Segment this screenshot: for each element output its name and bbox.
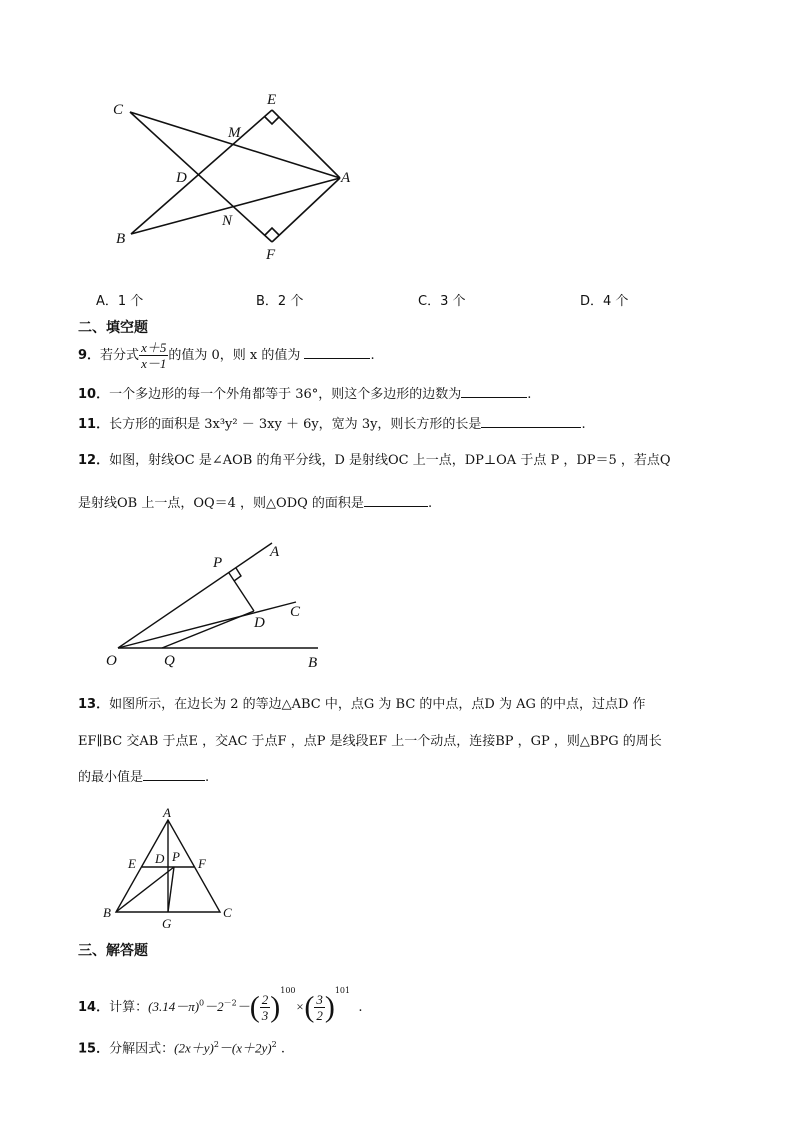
period: .: [427, 496, 433, 511]
question-number: 9．: [78, 348, 101, 363]
label-E: E: [128, 856, 136, 871]
exponent: －2: [223, 998, 237, 1008]
section-heading-solve: 三、解答题: [78, 943, 148, 959]
label-G: G: [162, 916, 172, 931]
question-number: 14．: [78, 1000, 110, 1015]
period: .: [205, 770, 210, 785]
math-term: －: [236, 999, 250, 1014]
label-B: B: [308, 655, 318, 671]
fraction-denominator: x－1: [141, 356, 167, 371]
question-text: 分解因式：: [109, 1041, 175, 1057]
label-F: F: [198, 856, 206, 871]
period: .: [280, 1041, 285, 1057]
question-number: 11．: [78, 417, 110, 432]
question-number: 15．: [78, 1041, 110, 1057]
fraction: [314, 992, 325, 1023]
label-E: E: [267, 92, 277, 108]
period: .: [358, 1000, 363, 1015]
left-paren: (: [304, 990, 315, 1024]
period: .: [581, 417, 586, 432]
choice-a[interactable]: A．1 个: [96, 294, 144, 309]
label-D: D: [155, 851, 165, 866]
label-D: D: [254, 615, 265, 631]
choice-d[interactable]: D．4 个: [580, 294, 629, 309]
right-paren: ): [270, 990, 281, 1024]
question-text: 一个多边形的每一个外角都等于 36°，则这个多边形的边数为: [109, 387, 462, 402]
question-text: 如图所示，在边长为 2 的等边△ABC 中，点G 为 BC 的中点，点D 为 AG 的中点，过点D 作: [109, 697, 646, 712]
question-text: 是射线OB 上一点，OQ＝4 ，则△ODQ 的面积是: [78, 496, 364, 511]
label-A: A: [270, 544, 280, 560]
exponent: 2: [271, 1040, 277, 1049]
question-15: [78, 1036, 285, 1058]
exponent: 2: [213, 1040, 219, 1049]
question-14: [78, 976, 363, 1023]
label-D: D: [176, 170, 187, 186]
label-C: C: [113, 102, 124, 118]
right-paren: ): [324, 990, 335, 1024]
question-text: 若分式: [100, 348, 140, 363]
exponent: 0: [199, 998, 205, 1008]
question-text: 的最小值是: [78, 770, 144, 785]
label-C: C: [223, 905, 232, 920]
math-term: ×: [295, 999, 305, 1014]
exponent: 101: [334, 986, 351, 995]
label-C: C: [290, 604, 301, 620]
section-heading-fill-in: 二、填空题: [78, 320, 148, 336]
label-O: O: [106, 653, 117, 669]
fraction-numerator: 2: [261, 992, 269, 1007]
choice-c[interactable]: C．3 个: [418, 294, 466, 309]
question-text: 长方形的面积是 3x³y² － 3xy ＋ 6y，宽为 3y，则长方形的长是: [109, 417, 482, 432]
question-number: 12．: [78, 453, 110, 468]
fraction-denominator: 3: [261, 1008, 269, 1023]
label-Q: Q: [164, 653, 175, 669]
question-text: 计算：: [109, 1000, 149, 1015]
exponent: 100: [280, 986, 296, 995]
fraction-numerator: 3: [316, 992, 323, 1007]
fraction-denominator: 2: [316, 1008, 323, 1023]
segment-GP: [168, 867, 174, 912]
question-text: 的值为 0，则 x 的值为: [168, 348, 301, 363]
segment-BP: [116, 867, 174, 912]
label-N: N: [222, 213, 233, 229]
left-paren: (: [249, 990, 260, 1024]
math-term: (2x＋y): [174, 1040, 214, 1056]
fraction: [260, 992, 271, 1023]
label-A: A: [163, 805, 171, 820]
label-A: A: [341, 170, 351, 186]
label-P: P: [213, 555, 223, 571]
question-text: 如图，射线OC 是∠AOB 的角平分线，D 是射线OC 上一点，DP⊥OA 于点 P ，DP＝5 ，若点Q: [109, 453, 671, 468]
choice-b[interactable]: B．2 个: [256, 294, 304, 309]
math-term: －(x＋2y): [218, 1040, 272, 1056]
question-number: 13．: [78, 697, 110, 712]
label-M: M: [228, 125, 241, 141]
question-number: 10．: [78, 387, 110, 402]
label-P: P: [172, 849, 180, 864]
period: .: [370, 348, 375, 363]
label-B: B: [103, 905, 111, 920]
label-B: B: [116, 231, 126, 247]
period: .: [527, 387, 532, 402]
math-term: －2: [204, 999, 224, 1014]
math-term: (3.14－π): [148, 999, 200, 1014]
fraction-numerator: x＋5: [141, 340, 167, 355]
label-F: F: [266, 247, 276, 263]
question-text: EF∥BC 交AB 于点E ，交AC 于点F ，点P 是线段EF 上一个动点，连接BP ，GP ，则△BPG 的周长: [78, 734, 662, 749]
